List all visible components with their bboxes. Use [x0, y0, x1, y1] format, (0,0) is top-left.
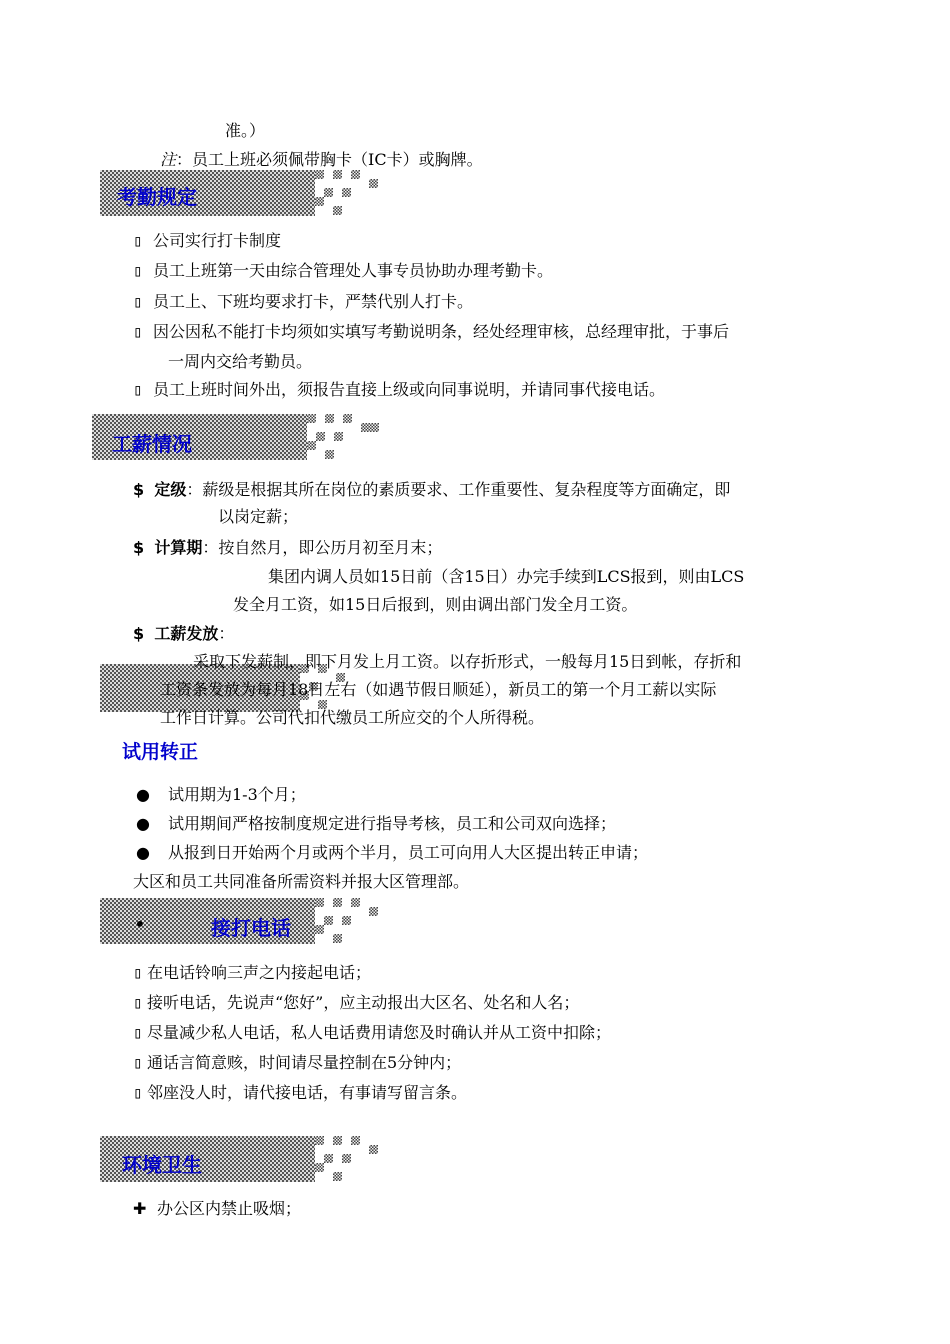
list-item: ▯ 公司实行打卡制度 [133, 231, 282, 250]
section-title-salary: 工薪情况 [112, 432, 192, 456]
list-item: ✚ 办公区内禁止吸烟； [133, 1199, 302, 1218]
list-item: ▯ 尽量减少私人电话，私人电话费用请您及时确认并从工资中扣除； [133, 1023, 612, 1042]
list-item: ● 从报到日开始两个月或两个半月，员工可向用人大区提出转正申请； [136, 843, 649, 862]
bullet-icon: ▯ [133, 231, 143, 250]
dollar-bullet-icon: $ [133, 480, 145, 499]
salary-pay-text: 工作日计算。公司代扣代缴员工所应交的个人所得税。 [160, 708, 545, 727]
salary-grade: $ 定级：薪级是根据其所在岗位的素质要求、工作重要性、复杂程度等方面确定，即 [133, 480, 731, 499]
list-item: ▯ 邻座没人时，请代接电话，有事请写留言条。 [133, 1083, 468, 1102]
cross-bullet-icon: ✚ [133, 1199, 147, 1218]
bullet-icon: ▯ [133, 1083, 143, 1102]
dollar-bullet-icon: $ [133, 538, 145, 557]
bullet-icon: ▯ [133, 261, 143, 280]
salary-period-continued: 集团内调人员如15日前（含15日）办完手续到LCS报到，则由LCS [268, 567, 745, 586]
list-item: ● 试用期间严格按制度规定进行指导考核，员工和公司双向选择； [136, 814, 617, 833]
list-item: ● 试用期为1-3个月； [136, 785, 306, 804]
bullet-icon: ▯ [133, 1023, 143, 1042]
bullet-icon: ● [136, 785, 150, 804]
bullet-icon: ▯ [133, 993, 143, 1012]
list-item: ▯ 员工上、下班均要求打卡，严禁代别人打卡。 [133, 292, 474, 311]
section-title-phone: 接打电话 [211, 916, 291, 940]
salary-pay-text: 采取下发薪制，即下月发上月工资。以存折形式，一般每月15日到帐，存折和 [193, 652, 742, 671]
list-item: ▯ 通话言简意赅，时间请尽量控制在5分钟内； [133, 1053, 462, 1072]
list-item: ▯ 员工上班时间外出，须报告直接上级或向同事说明，并请同事代接电话。 [133, 380, 666, 399]
section-title-env: 环境卫生 [122, 1153, 202, 1177]
bullet-icon: ▯ [133, 292, 143, 311]
salary-grade-continued: 以岗定薪； [218, 507, 299, 526]
salary-pay-text: 工资条发放为每月18日左右（如遇节假日顺延），新员工的第一个月工薪以实际 [160, 680, 717, 699]
probation-tail: 大区和员工共同准备所需资料并报大区管理部。 [133, 872, 470, 891]
bullet-icon: ▯ [133, 963, 143, 982]
continued-text: 准。） [225, 121, 266, 140]
note-line [160, 147, 483, 170]
bullet-icon: ▯ [133, 1053, 143, 1072]
salary-period-continued: 发全月工资，如15日后报到，则由调出部门发全月工资。 [233, 595, 638, 614]
salary-period: $ 计算期：按自然月，即公历月初至月末； [133, 538, 443, 557]
bullet-icon: ● [136, 843, 150, 862]
list-item: ▯ 员工上班第一天由综合管理处人事专员协助办理考勤卡。 [133, 261, 554, 280]
bullet-dot-icon: • [134, 912, 146, 936]
list-item: ▯ 接听电话，先说声“您好”，应主动报出大区名、处名和人名； [133, 993, 580, 1012]
list-item-continued: 一周内交给考勤员。 [168, 352, 313, 371]
section-title-attendance: 考勤规定 [117, 185, 197, 209]
note-label: 注 [160, 150, 177, 169]
bullet-icon: ▯ [133, 380, 143, 399]
salary-pay: $ 工薪发放： [133, 624, 235, 643]
section-title-probation: 试用转正 [122, 741, 199, 763]
list-item: ▯ 因公因私不能打卡均须如实填写考勤说明条，经处经理审核，总经理审批，于事后 [133, 322, 730, 341]
bullet-icon: ● [136, 814, 150, 833]
dollar-bullet-icon: $ [133, 624, 145, 643]
note-text: ：员工上班必须佩带胸卡（IC卡）或胸牌。 [176, 150, 483, 169]
bullet-icon: ▯ [133, 322, 143, 341]
list-item: ▯ 在电话铃响三声之内接起电话； [133, 963, 372, 982]
